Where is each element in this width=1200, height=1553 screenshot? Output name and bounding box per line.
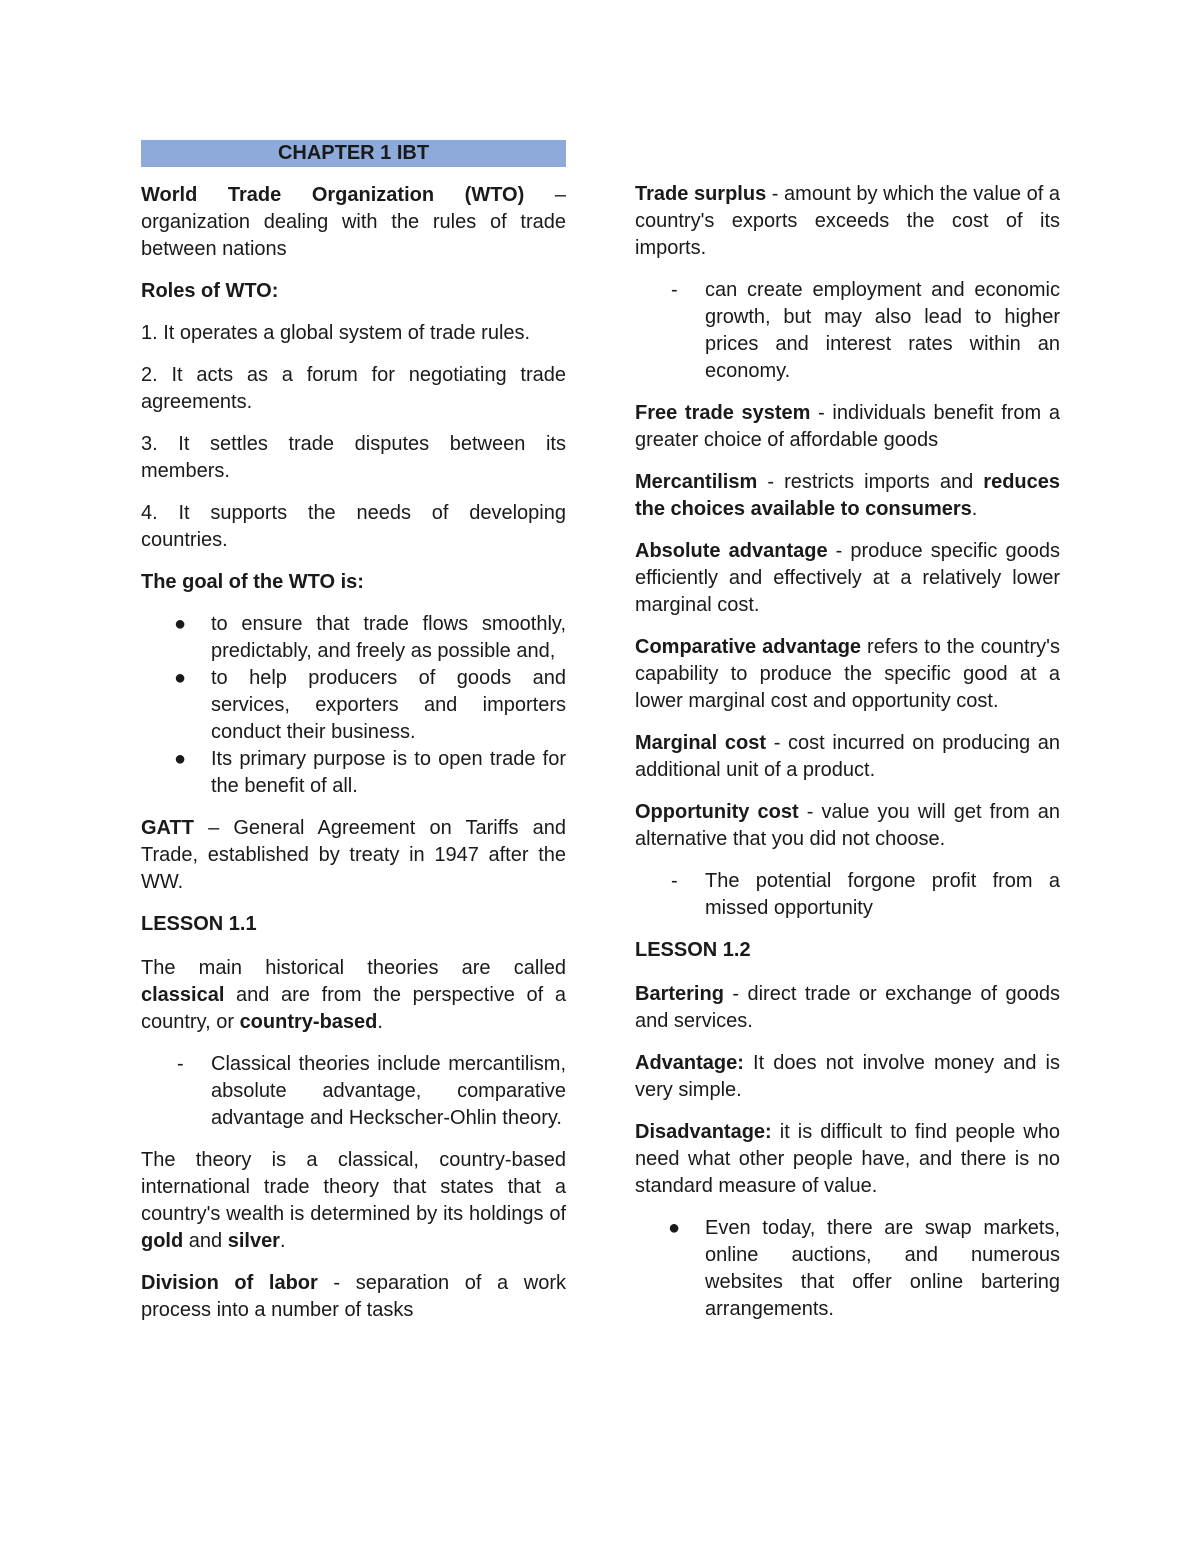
- classical-list: [141, 1051, 566, 1132]
- role-item: 3. It settles trade disputes between its members.: [141, 433, 566, 482]
- bullet-icon: ●: [174, 748, 187, 770]
- bullet-icon: ●: [668, 1217, 681, 1239]
- division-definition: Division of labor - separation of a work process into a number of tasks: [141, 1272, 566, 1321]
- dash-icon: -: [177, 1053, 184, 1075]
- lesson-title: LESSON 1.2: [635, 939, 751, 961]
- dash-icon: -: [671, 870, 678, 892]
- historical-paragraph: The main historical theories are called classical and are from the perspective of a country, or country-based.: [141, 957, 566, 1033]
- list-item: ● to ensure that trade flows smoothly, predictably, and freely as possible and,: [174, 613, 566, 662]
- list-item: - can create employment and economic growth, but may also lead to higher prices and interest rates within an economy.: [671, 279, 1060, 382]
- marginal-cost-definition: Marginal cost - cost incurred on producing an additional unit of a product.: [635, 732, 1060, 781]
- absolute-advantage-definition: Absolute advantage - produce specific goods efficiently and effectively at a relatively lower marginal cost.: [635, 540, 1060, 616]
- surplus-list: [635, 277, 1060, 385]
- advantage-definition: Advantage: It does not involve money and is very simple.: [635, 1052, 1060, 1101]
- list-item: ● Even today, there are swap markets, online auctions, and numerous websites that offer online bartering arrangements.: [668, 1217, 1060, 1320]
- goal-heading: The goal of the WTO is:: [141, 571, 364, 593]
- opportunity-cost-definition: Opportunity cost - value you will get from an alternative that you did not choose.: [635, 801, 1061, 850]
- dash-icon: -: [671, 279, 678, 301]
- bullet-icon: ●: [174, 667, 187, 689]
- goal-list: [141, 611, 566, 800]
- comparative-advantage-definition: Comparative advantage refers to the country's capability to produce the specific good at a lower marginal cost and opportunity cost.: [635, 636, 1060, 712]
- chapter-title: CHAPTER 1 IBT: [141, 140, 566, 167]
- bartering-list: [635, 1215, 1060, 1323]
- bullet-icon: ●: [174, 613, 187, 635]
- role-item: 1. It operates a global system of trade rules.: [141, 322, 531, 344]
- free-trade-definition: Free trade system - individuals benefit from a greater choice of affordable goods: [635, 402, 1060, 451]
- mercantilism-definition: Mercantilism - restricts imports and reduces the choices available to consumers.: [635, 471, 1060, 520]
- lesson-title: LESSON 1.1: [141, 913, 257, 935]
- list-item: - The potential forgone profit from a missed opportunity: [671, 870, 1060, 919]
- list-item: ● to help producers of goods and services, exporters and importers conduct their business.: [174, 667, 566, 743]
- wto-term: World Trade Organization (WTO): [141, 184, 525, 206]
- theory-paragraph: The theory is a classical, country-based international trade theory that states that a country's wealth is determined by its holdings of gold and silver.: [141, 1149, 566, 1252]
- right-column: [635, 181, 1060, 1338]
- bartering-definition: Bartering - direct trade or exchange of goods and services.: [635, 983, 1060, 1032]
- opportunity-list: [635, 868, 1060, 922]
- role-item: 4. It supports the needs of developing countries.: [141, 502, 566, 551]
- surplus-definition: Trade surplus - amount by which the value of a country's exports exceeds the cost of its imports.: [635, 183, 1061, 259]
- list-item: ● Its primary purpose is to open trade for the benefit of all.: [174, 748, 566, 797]
- left-column: [141, 140, 566, 1339]
- role-item: 2. It acts as a forum for negotiating trade agreements.: [141, 364, 566, 413]
- list-item: - Classical theories include mercantilism, absolute advantage, comparative advantage and Heckscher-Ohlin theory.: [177, 1053, 566, 1129]
- wto-definition: World Trade Organization (WTO) – organization dealing with the rules of trade between nations: [141, 184, 566, 260]
- roles-heading: Roles of WTO:: [141, 280, 279, 302]
- gatt-definition: GATT – General Agreement on Tariffs and Trade, established by treaty in 1947 after the WW.: [141, 817, 566, 893]
- disadvantage-definition: Disadvantage: it is difficult to find people who need what other people have, and there is no standard measure of value.: [635, 1121, 1060, 1197]
